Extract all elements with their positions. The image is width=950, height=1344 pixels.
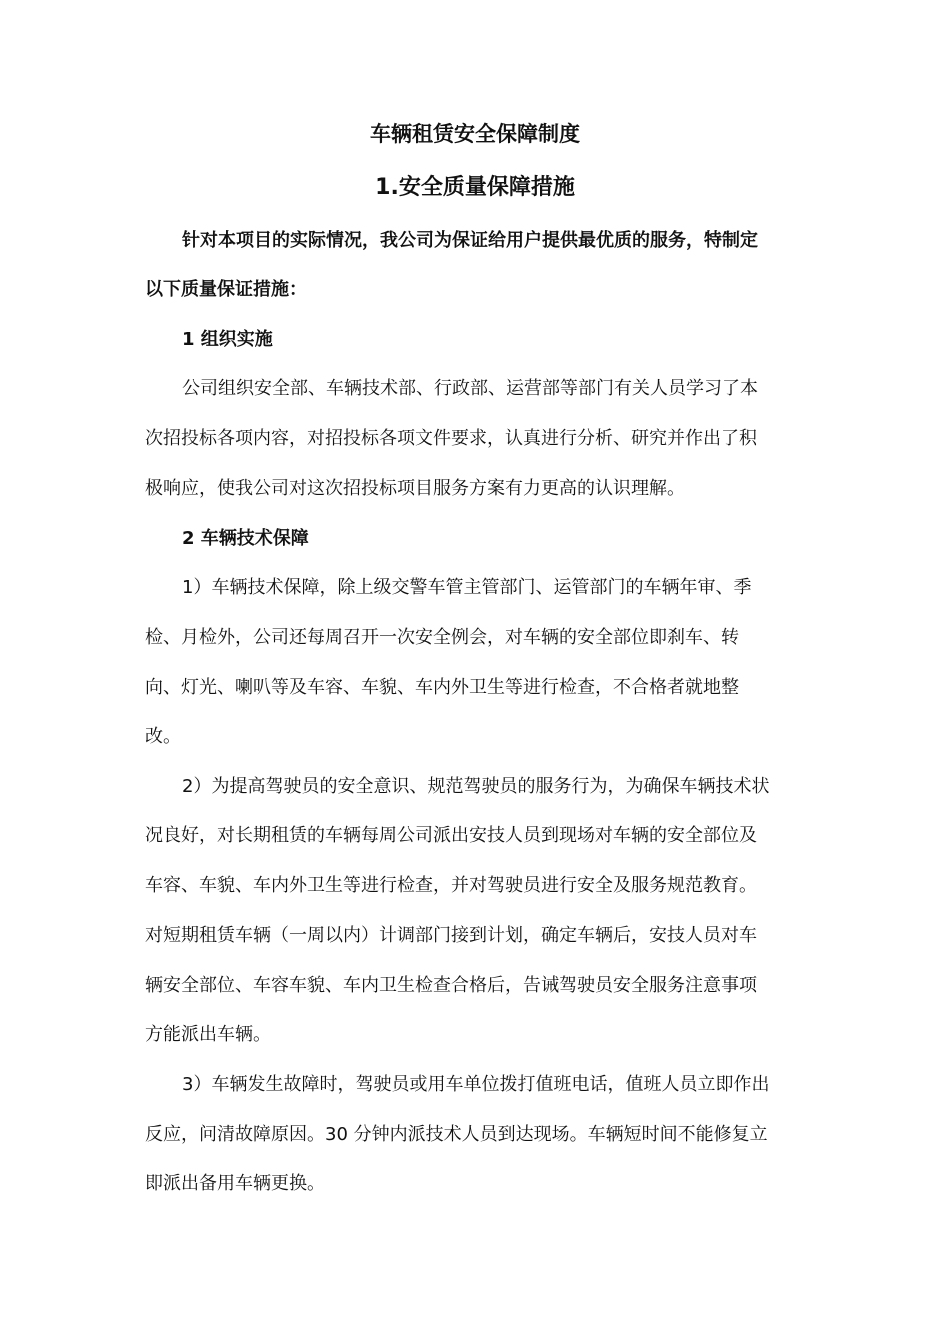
intro-line: 以下质量保证措施： [145,279,307,300]
paragraph-line: 公司组织安全部、车辆技术部、行政部、运营部等部门有关人员学习了本 [182,378,758,399]
paragraph-line: 1）车辆技术保障，除上级交警车管主管部门、运管部门的车辆年审、季 [182,577,752,598]
paragraph-line: 2）为提高驾驶员的安全意识、规范驾驶员的服务行为，为确保车辆技术状 [182,776,770,797]
paragraph-line: 检、月检外，公司还每周召开一次安全例会，对车辆的安全部位即刹车、转 [145,627,739,648]
paragraph-line: 改。 [145,726,181,747]
section-heading: 2 车辆技术保障 [182,528,309,549]
paragraph-line: 极响应，使我公司对这次招投标项目服务方案有力更高的认识理解。 [145,478,685,499]
paragraph-line: 辆安全部位、车容车貌、车内卫生检查合格后，告诫驾驶员安全服务注意事项 [145,975,757,996]
paragraph-line: 况良好，对长期租赁的车辆每周公司派出安技人员到现场对车辆的安全部位及 [145,825,757,846]
paragraph-line: 向、灯光、喇叭等及车容、车貌、车内外卫生等进行检查，不合格者就地整 [145,677,739,698]
paragraph-line: 即派出备用车辆更换。 [145,1173,325,1194]
paragraph-line: 方能派出车辆。 [145,1024,271,1045]
section-heading: 1 组织实施 [182,329,273,350]
paragraph-line: 对短期租赁车辆（一周以内）计调部门接到计划，确定车辆后，安技人员对车 [145,925,757,946]
paragraph-line: 反应，问清故障原因。30 分钟内派技术人员到达现场。车辆短时间不能修复立 [145,1124,768,1145]
paragraph-line: 次招投标各项内容，对招投标各项文件要求，认真进行分析、研究并作出了积 [145,428,757,449]
paragraph-line: 3）车辆发生故障时，驾驶员或用车单位拨打值班电话，值班人员立即作出 [182,1074,770,1095]
intro-line: 针对本项目的实际情况，我公司为保证给用户提供最优质的服务，特制定 [182,230,758,251]
paragraph-line: 车容、车貌、车内外卫生等进行检查，并对驾驶员进行安全及服务规范教育。 [145,875,757,896]
section-title: 1.安全质量保障措施 [375,175,575,200]
document-title: 车辆租赁安全保障制度 [370,122,580,146]
